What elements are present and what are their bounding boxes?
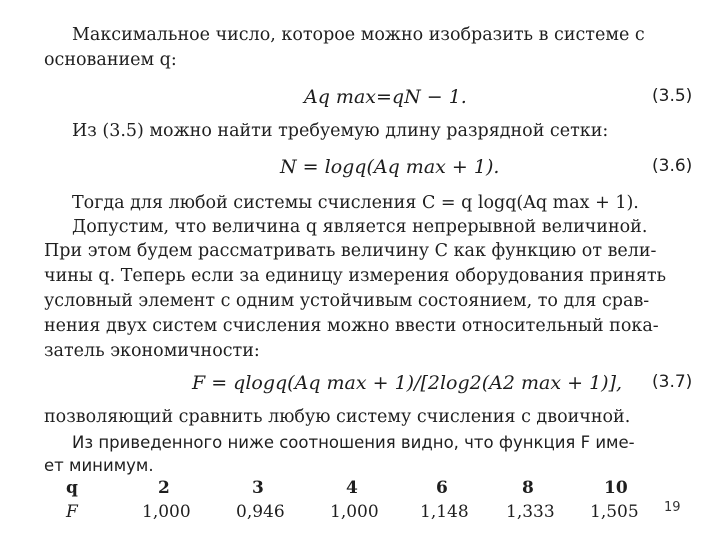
formula-3-7: F = qlogq(Aq max + 1)/[2log2(A2 max + 1)], xyxy=(192,372,623,394)
table-cell: F xyxy=(66,502,78,522)
formula-3-5: Aq max=qN − 1. xyxy=(304,86,467,108)
table-cell: 1,333 xyxy=(506,502,555,522)
paragraph-2: Из (3.5) можно найти требуемую длину разрядной сетки: xyxy=(72,121,609,141)
table-header-cell: 2 xyxy=(158,478,170,498)
table-header-cell: 6 xyxy=(436,478,448,498)
paragraph-6-line-1: Из приведенного ниже соотношения видно, что функция F име- xyxy=(72,433,635,452)
table-header-cell: 8 xyxy=(522,478,534,498)
equation-number-3-6: (3.6) xyxy=(652,156,693,176)
paragraph-6-line-2: ет минимум. xyxy=(44,456,154,475)
table-header-cell: q xyxy=(66,478,78,498)
paragraph-4-line-2: При этом будем рассматривать величину C как функцию от вели- xyxy=(44,241,657,261)
paragraph-5: позволяющий сравнить любую систему счисления с двоичной. xyxy=(44,407,631,427)
paragraph-4-line-6: затель экономичности: xyxy=(44,341,260,361)
paragraph-4-line-4: условный элемент с одним устойчивым состоянием, то для срав- xyxy=(44,291,650,311)
equation-number-3-5: (3.5) xyxy=(652,86,693,106)
table-header-cell: 4 xyxy=(346,478,358,498)
table-cell: 1,148 xyxy=(420,502,469,522)
table-header-cell: 3 xyxy=(252,478,264,498)
paragraph-4-line-5: нения двух систем счисления можно ввести относительный пока- xyxy=(44,316,659,336)
paragraph-4-line-1: Допустим, что величина q является непрерывной величиной. xyxy=(72,217,648,237)
page-number: 19 xyxy=(664,500,681,515)
paragraph-1-line-1: Максимальное число, которое можно изобразить в системе с xyxy=(72,25,645,45)
paragraph-4-line-3: чины q. Теперь если за единицу измерения оборудования принять xyxy=(44,266,667,286)
paragraph-1-line-2: основанием q: xyxy=(44,50,177,70)
formula-3-6: N = logq(Aq max + 1). xyxy=(280,156,500,178)
table-cell: 0,946 xyxy=(236,502,285,522)
table-cell: 1,000 xyxy=(142,502,191,522)
table-cell: 1,505 xyxy=(590,502,639,522)
paragraph-3: Тогда для любой системы счисления C = q logq(Aq max + 1). xyxy=(72,193,639,213)
table-cell: 1,000 xyxy=(330,502,379,522)
equation-number-3-7: (3.7) xyxy=(652,372,693,392)
table-header-cell: 10 xyxy=(604,478,628,498)
